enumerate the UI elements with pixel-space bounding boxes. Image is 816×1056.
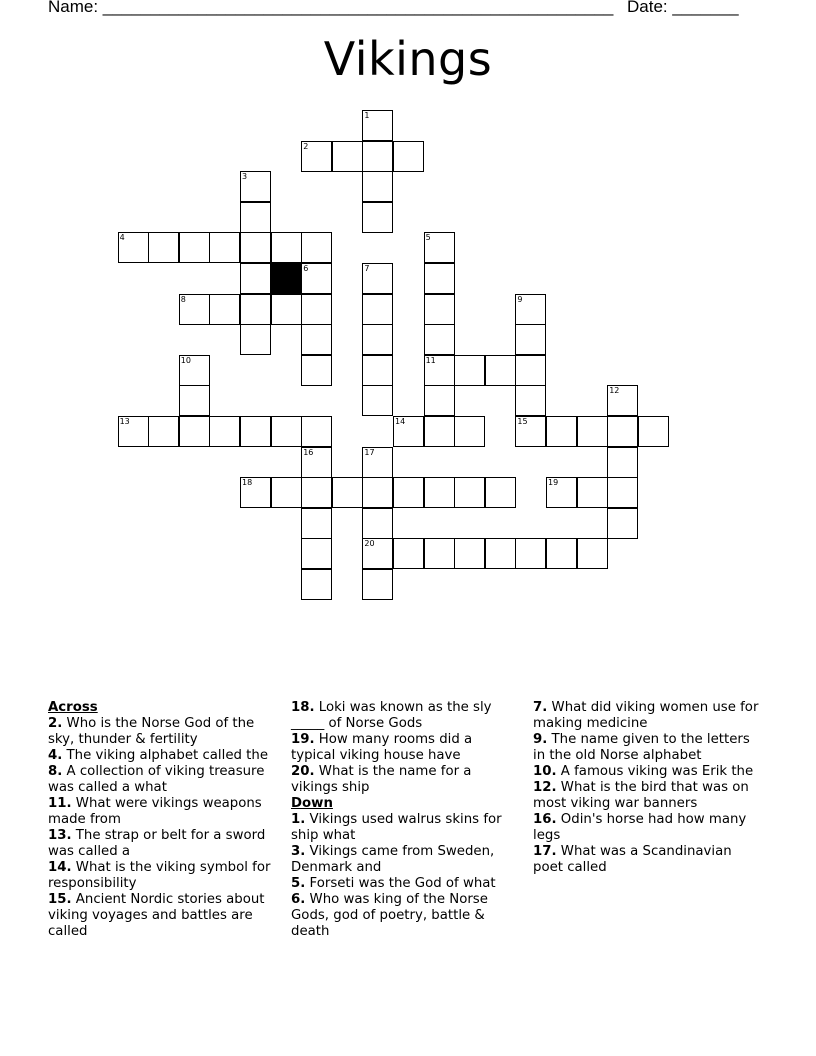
clue-down-12: 12. What is the bird that was on most viking war banners	[533, 780, 749, 811]
down-heading: Down	[291, 796, 333, 811]
clue-number: 20	[364, 539, 375, 549]
crossword-cell[interactable]	[271, 416, 302, 447]
crossword-cell[interactable]	[301, 141, 332, 172]
crossword-cell[interactable]	[362, 171, 393, 202]
clue-number: 6	[303, 264, 309, 273]
crossword-cell[interactable]	[301, 263, 332, 294]
crossword-cell[interactable]	[424, 294, 455, 325]
crossword-cell[interactable]	[393, 538, 424, 569]
crossword-cell[interactable]	[209, 294, 240, 325]
crossword-cell[interactable]	[607, 508, 638, 539]
crossword-cell[interactable]	[240, 232, 271, 263]
clues-column-3	[533, 700, 761, 876]
crossword-cell[interactable]	[424, 263, 455, 294]
clue-number: 12	[609, 386, 620, 396]
crossword-cell[interactable]	[546, 538, 577, 569]
crossword-cell[interactable]	[301, 294, 332, 325]
clue-number: 14	[395, 417, 406, 426]
clue-number: 3	[242, 172, 248, 182]
crossword-cell[interactable]	[393, 477, 424, 508]
crossword-cell[interactable]	[362, 324, 393, 355]
crossword-cell[interactable]	[240, 202, 271, 233]
crossword-cell[interactable]	[301, 569, 332, 600]
crossword-cell[interactable]	[179, 294, 210, 325]
date-field-label: Date: _______	[627, 0, 739, 16]
crossword-cell[interactable]	[515, 416, 546, 447]
clue-across-11: 11. What were vikings weapons made from	[48, 796, 262, 827]
crossword-cell[interactable]	[454, 477, 485, 508]
clue-number: 11	[425, 355, 436, 365]
crossword-cell[interactable]	[301, 447, 332, 478]
crossword-cell[interactable]	[301, 477, 332, 508]
clue-down-6: 6. Who was king of the Norse Gods, god of poetry, battle & death	[291, 892, 488, 939]
crossword-cell[interactable]	[515, 294, 546, 325]
crossword-cell[interactable]	[240, 263, 271, 294]
crossword-block	[271, 263, 302, 294]
crossword-cell[interactable]	[362, 569, 393, 600]
crossword-cell[interactable]	[179, 416, 210, 447]
crossword-cell[interactable]	[362, 141, 393, 172]
crossword-cell[interactable]	[301, 355, 332, 386]
crossword-cell[interactable]	[362, 477, 393, 508]
clues-column-1	[48, 700, 276, 940]
crossword-cell[interactable]	[271, 232, 302, 263]
clue-down-10: 10. A famous viking was Erik the	[533, 764, 754, 779]
clue-across-4: 4. The viking alphabet called the	[48, 748, 268, 763]
crossword-cell[interactable]	[424, 477, 455, 508]
crossword-cell[interactable]	[485, 477, 516, 508]
crossword-cell[interactable]	[362, 447, 393, 478]
clue-number: 1	[364, 111, 370, 120]
clue-across-2: 2. Who is the Norse God of the sky, thunder & fertility	[48, 716, 255, 747]
crossword-cell[interactable]	[393, 416, 424, 447]
crossword-cell[interactable]	[240, 294, 271, 325]
crossword-cell[interactable]	[515, 324, 546, 355]
crossword-cell[interactable]	[148, 416, 179, 447]
crossword-cell[interactable]	[424, 416, 455, 447]
crossword-cell[interactable]	[240, 477, 271, 508]
crossword-cell[interactable]	[362, 385, 393, 416]
page-title: Vikings	[323, 32, 493, 86]
clue-number: 17	[364, 447, 375, 457]
crossword-cell[interactable]	[607, 447, 638, 478]
crossword-cell[interactable]	[424, 385, 455, 416]
crossword-cell[interactable]	[209, 416, 240, 447]
clue-number: 13	[119, 417, 130, 426]
crossword-cell[interactable]	[362, 355, 393, 386]
crossword-cell[interactable]	[362, 294, 393, 325]
clue-down-17: 17. What was a Scandinavian poet called	[533, 844, 732, 875]
crossword-cell[interactable]	[240, 324, 271, 355]
crossword-cell[interactable]	[485, 538, 516, 569]
crossword-cell[interactable]	[424, 232, 455, 263]
crossword-cell[interactable]	[424, 538, 455, 569]
clue-across-8: 8. A collection of viking treasure was called a what	[48, 764, 265, 795]
clue-down-9: 9. The name given to the letters in the old Norse alphabet	[533, 732, 750, 763]
clue-across-15: 15. Ancient Nordic stories about viking voyages and battles are called	[48, 892, 265, 939]
clue-down-1: 1. Vikings used walrus skins for ship what	[291, 812, 502, 843]
crossword-cell[interactable]	[301, 232, 332, 263]
clue-number: 4	[119, 233, 125, 243]
clue-down-16: 16. Odin's horse had how many legs	[533, 812, 747, 843]
clue-number: 16	[303, 447, 314, 457]
crossword-cell[interactable]	[179, 385, 210, 416]
crossword-cell[interactable]	[362, 263, 393, 294]
crossword-cell[interactable]	[393, 141, 424, 172]
crossword-cell[interactable]	[638, 416, 669, 447]
clue-number: 2	[303, 141, 309, 151]
crossword-cell[interactable]	[485, 355, 516, 386]
crossword-cell[interactable]	[424, 355, 455, 386]
clue-number: 15	[517, 417, 528, 426]
name-field-label: Name: ______________________________________________________	[48, 0, 614, 16]
crossword-cell[interactable]	[271, 477, 302, 508]
crossword-cell[interactable]	[301, 538, 332, 569]
crossword-cell[interactable]	[179, 232, 210, 263]
crossword-cell[interactable]	[454, 355, 485, 386]
crossword-cell[interactable]	[179, 355, 210, 386]
crossword-cell[interactable]	[118, 232, 149, 263]
clue-number: 5	[425, 233, 431, 243]
across-heading: Across	[48, 700, 98, 715]
crossword-cell[interactable]	[577, 538, 608, 569]
crossword-cell[interactable]	[546, 477, 577, 508]
crossword-cell[interactable]	[301, 508, 332, 539]
crossword-cell[interactable]	[577, 477, 608, 508]
crossword-cell[interactable]	[332, 477, 363, 508]
crossword-cell[interactable]	[240, 171, 271, 202]
crossword-cell[interactable]	[454, 538, 485, 569]
clue-across-13: 13. The strap or belt for a sword was called a	[48, 828, 266, 859]
crossword-cell[interactable]	[209, 232, 240, 263]
crossword-cell[interactable]	[607, 477, 638, 508]
crossword-cell[interactable]	[362, 110, 393, 141]
clue-down-5: 5. Forseti was the God of what	[291, 876, 496, 891]
crossword-cell[interactable]	[362, 508, 393, 539]
clue-number: 9	[517, 294, 523, 304]
crossword-cell[interactable]	[271, 294, 302, 325]
crossword-cell[interactable]	[301, 416, 332, 447]
crossword-cell[interactable]	[515, 385, 546, 416]
clue-across-20: 20. What is the name for a vikings ship	[291, 764, 472, 795]
crossword-cell[interactable]	[118, 416, 149, 447]
clue-down-3: 3. Vikings came from Sweden, Denmark and	[291, 844, 495, 875]
crossword-cell[interactable]	[148, 232, 179, 263]
clue-number: 18	[242, 478, 253, 488]
crossword-cell[interactable]	[332, 141, 363, 172]
crossword-cell[interactable]	[515, 355, 546, 386]
crossword-cell[interactable]	[607, 385, 638, 416]
clue-across-19: 19. How many rooms did a typical viking house have	[291, 732, 473, 763]
clue-number: 19	[548, 478, 559, 488]
clues-column-2	[291, 700, 519, 940]
crossword-cell[interactable]	[362, 538, 393, 569]
clue-number: 7	[364, 264, 370, 273]
crossword-cell[interactable]	[607, 416, 638, 447]
clue-down-7: 7. What did viking women use for making medicine	[533, 700, 759, 731]
clue-across-18: 18. Loki was known as the sly _____ of Norse Gods	[291, 700, 492, 731]
crossword-cell[interactable]	[515, 538, 546, 569]
clue-number: 8	[180, 294, 186, 304]
crossword-cell[interactable]	[240, 416, 271, 447]
clue-number: 10	[180, 355, 191, 365]
clue-across-14: 14. What is the viking symbol for responsibility	[48, 860, 271, 891]
crossword-cell[interactable]	[454, 416, 485, 447]
crossword-cell[interactable]	[301, 324, 332, 355]
crossword-cell[interactable]	[577, 416, 608, 447]
crossword-cell[interactable]	[546, 416, 577, 447]
crossword-cell[interactable]	[424, 324, 455, 355]
crossword-cell[interactable]	[362, 202, 393, 233]
